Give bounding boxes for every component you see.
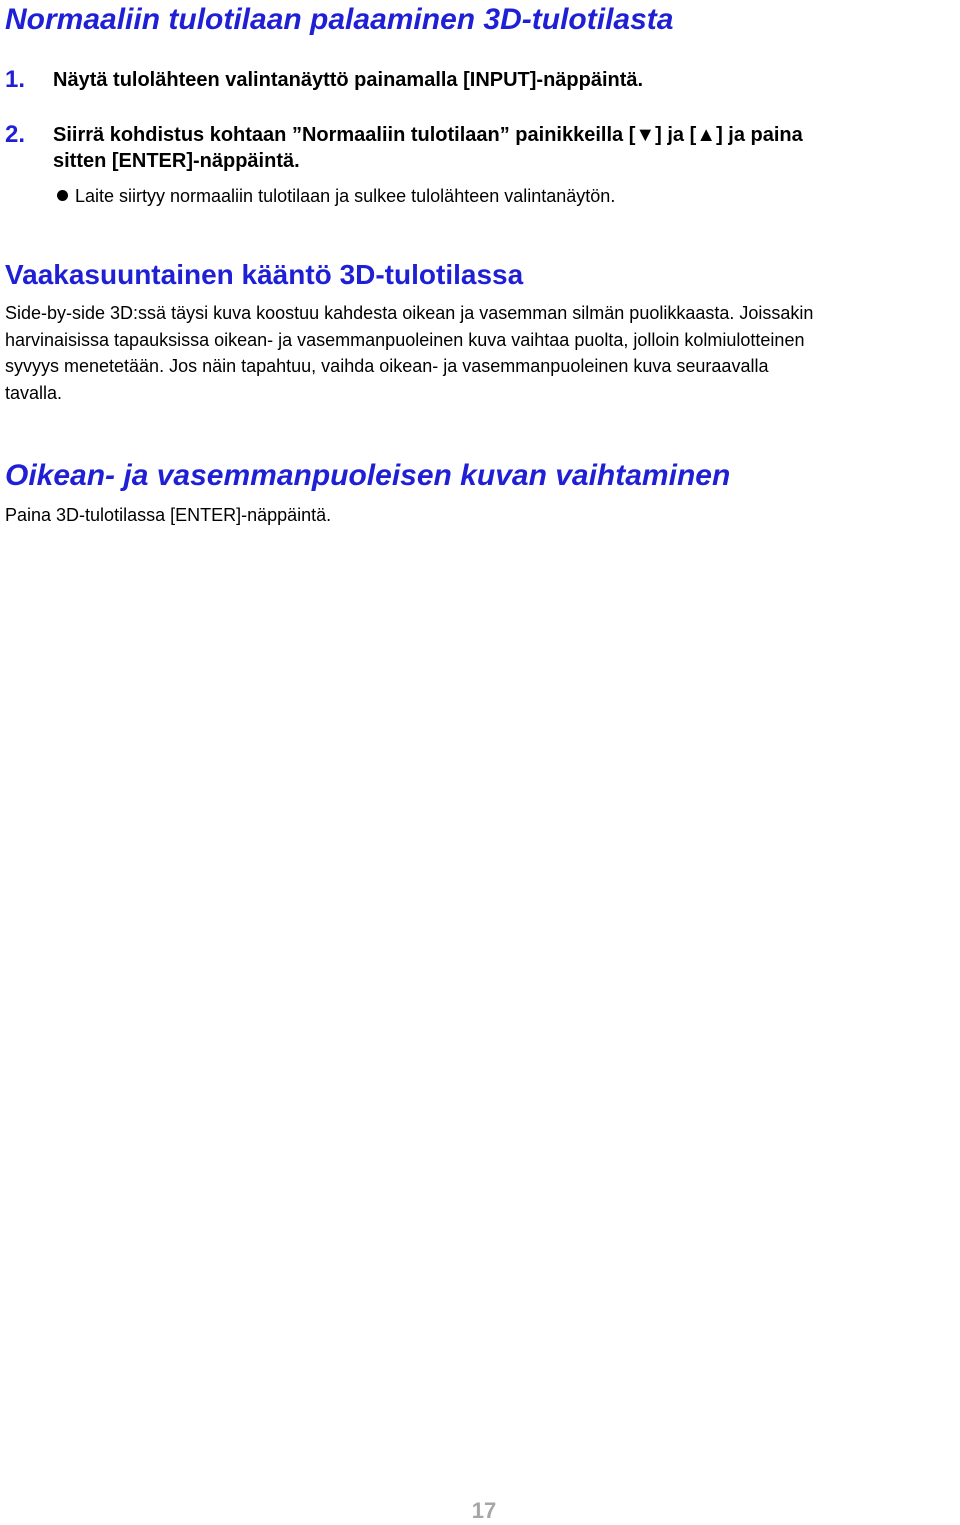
paragraph-line: tavalla. xyxy=(5,382,63,403)
step-2 xyxy=(5,122,950,174)
bullet-dot-icon xyxy=(57,190,68,201)
bullet-text: Laite siirtyy normaaliin tulotilaan ja sulkee tulolähteen valintanäytön. xyxy=(75,186,616,206)
section-title-normal-input-return: Normaaliin tulotilaan palaaminen 3D-tulotilasta xyxy=(5,3,674,36)
step-text xyxy=(53,122,950,174)
step-1 xyxy=(5,67,950,93)
swap-instruction-text: Paina 3D-tulotilassa [ENTER]-näppäintä. xyxy=(5,505,332,525)
step-text-line2: sitten [ENTER]-näppäintä. xyxy=(53,150,300,172)
step-text-part: ] ja paina xyxy=(716,124,803,146)
paragraph-line: harvinaisissa tapauksissa oikean- ja vasemmanpuoleinen kuva vaihtaa puolta, jolloin kolmiulotteinen xyxy=(5,329,805,350)
step-text-part: Siirrä kohdistus kohtaan ”Normaaliin tulotilaan” painikkeilla [ xyxy=(53,124,636,146)
section-title-horizontal-flip: Vaakasuuntainen kääntö 3D-tulotilassa xyxy=(5,259,524,290)
step-2-result-bullet xyxy=(57,184,947,208)
step-number: 2. xyxy=(5,121,26,148)
horizontal-flip-paragraph xyxy=(5,300,957,406)
section-title-swap-left-right: Oikean- ja vasemmanpuoleisen kuvan vaihtaminen xyxy=(5,459,731,492)
step-text: Näytä tulolähteen valintanäyttö painamalla [INPUT]-näppäintä. xyxy=(53,69,644,91)
step-number: 1. xyxy=(5,66,26,93)
down-arrow-icon: ▼ xyxy=(635,124,656,146)
paragraph-line: Side-by-side 3D:ssä täysi kuva koostuu kahdesta oikean ja vasemman silmän puolikkaasta. Joissakin xyxy=(5,303,814,323)
up-arrow-icon: ▲ xyxy=(696,124,717,146)
paragraph-line: syvyys menetetään. Jos näin tapahtuu, vaihda oikean- ja vasemmanpuoleinen kuva seuraavalla xyxy=(5,356,769,376)
page-number: 17 xyxy=(471,1498,497,1523)
step-text-part: ] ja [ xyxy=(655,124,697,146)
